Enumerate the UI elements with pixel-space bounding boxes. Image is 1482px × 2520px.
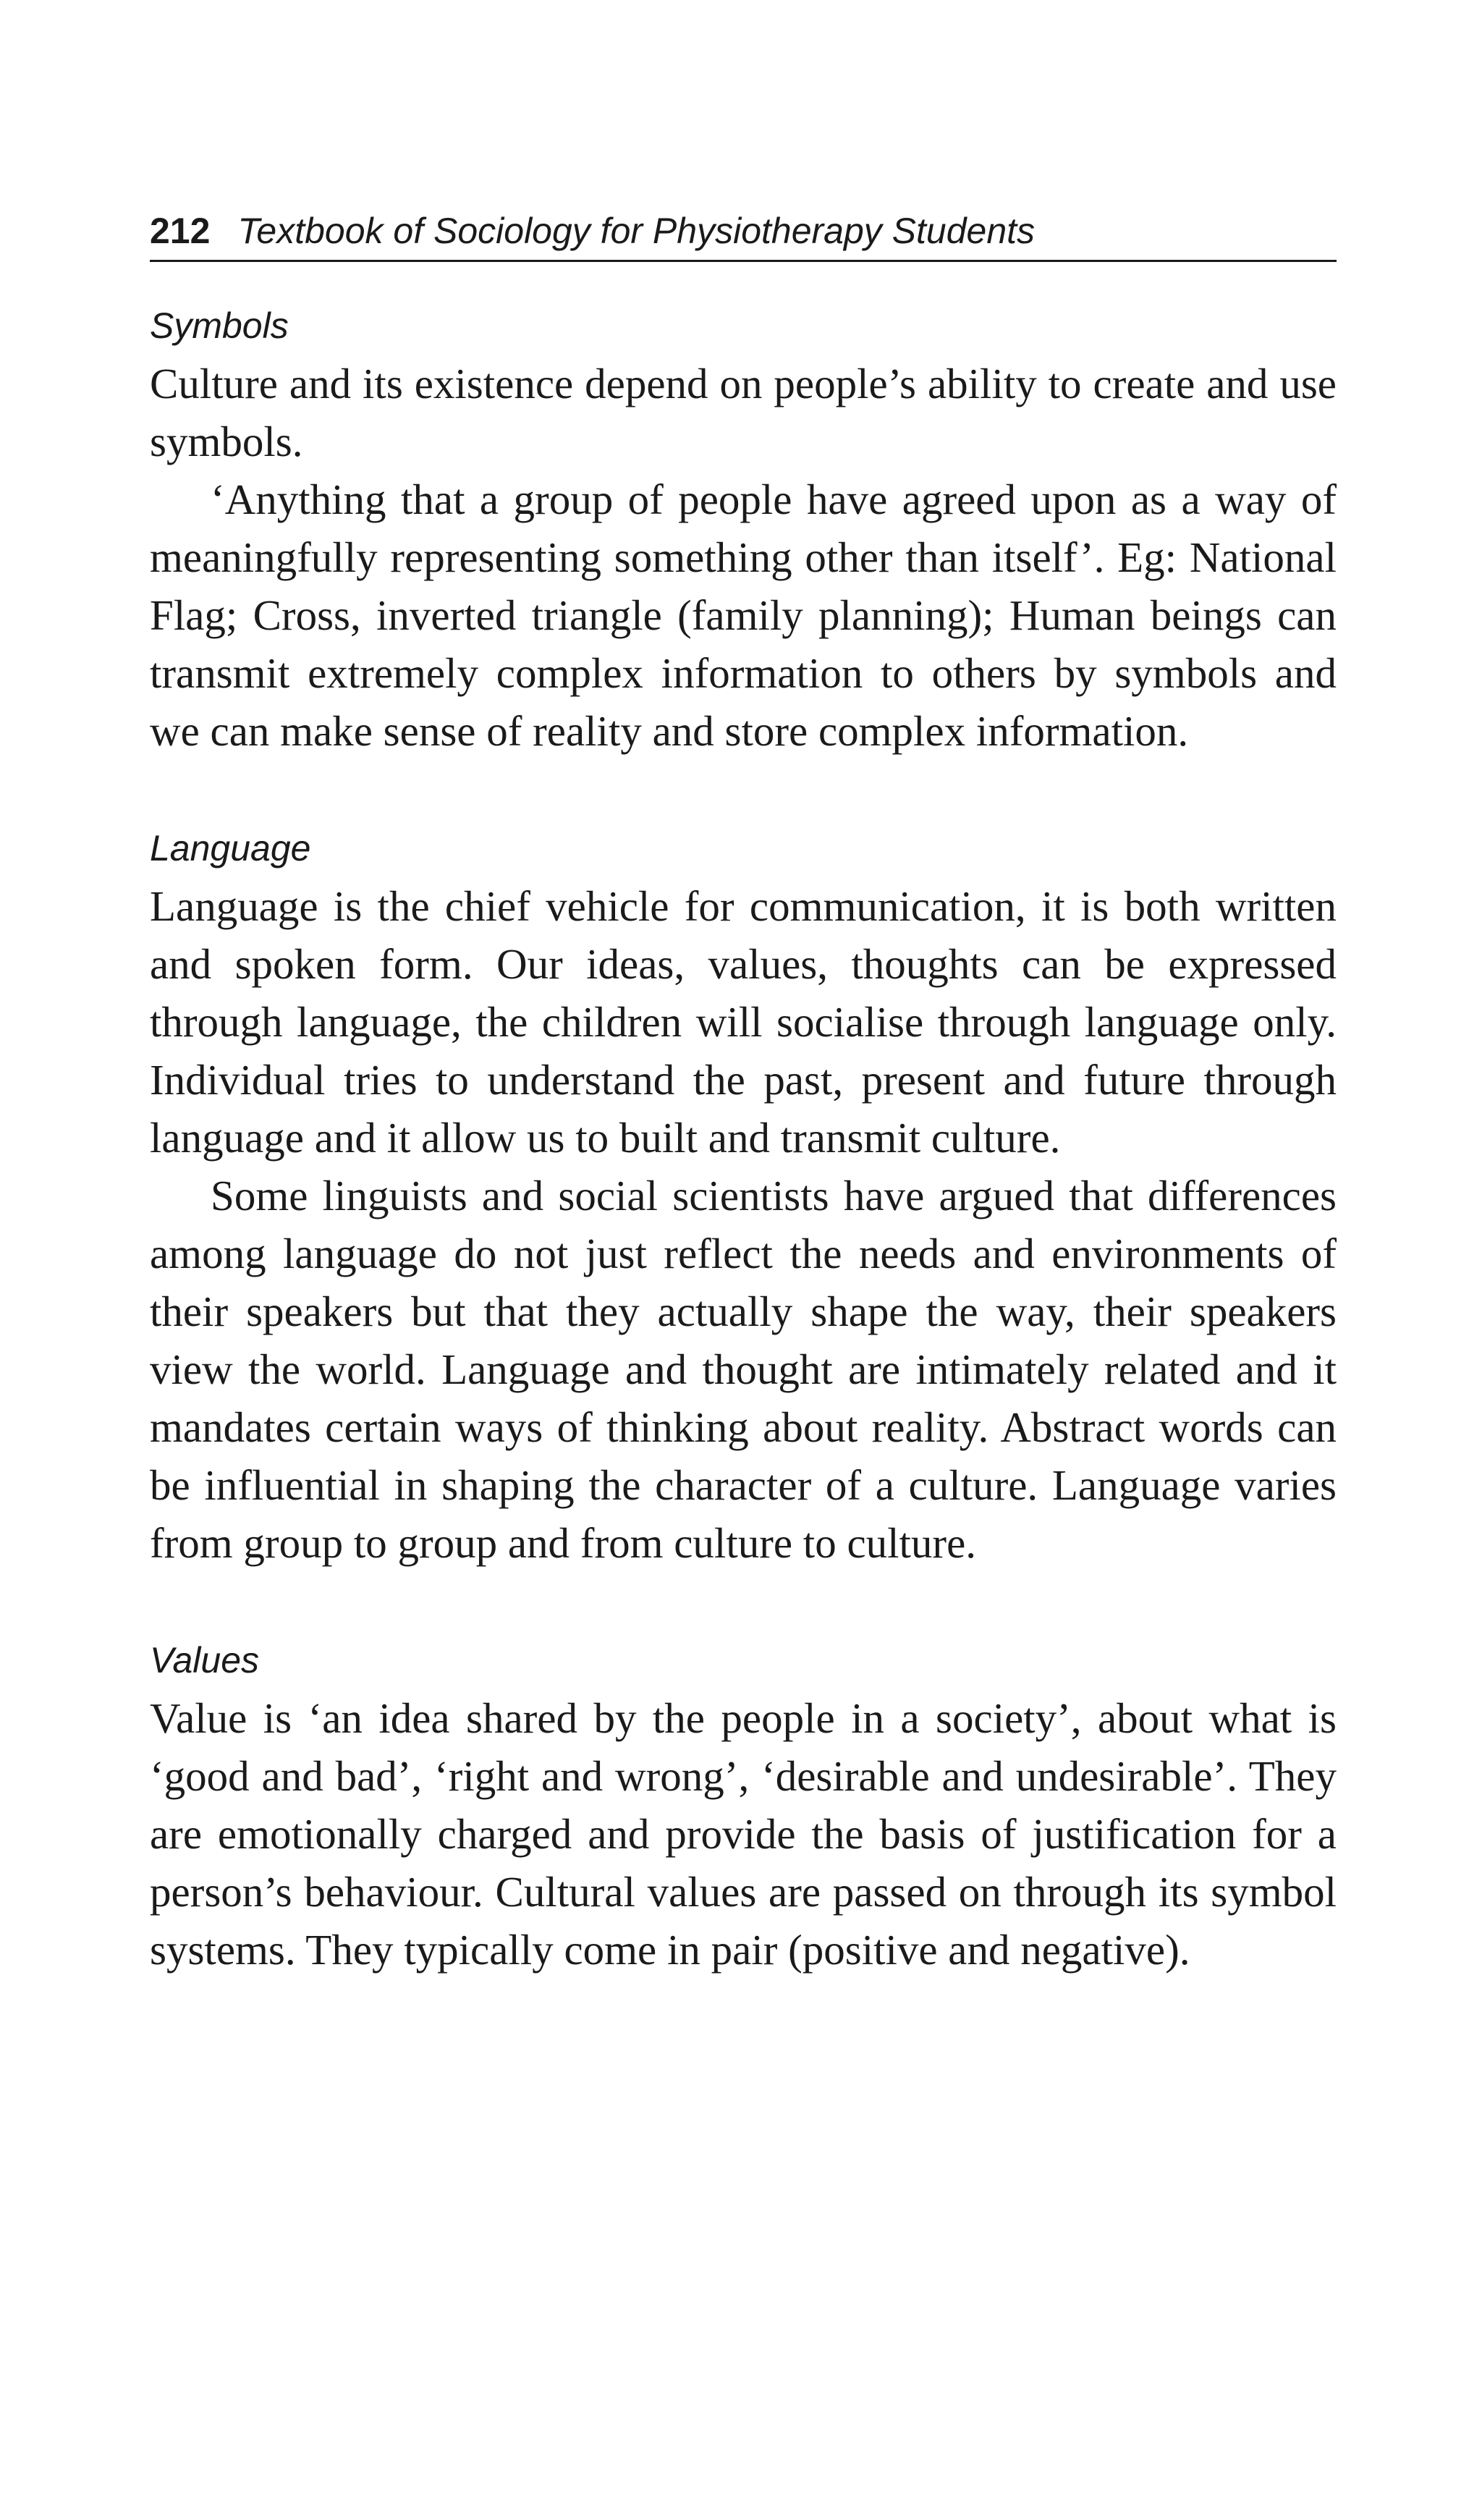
section-heading: Language <box>150 828 311 868</box>
section-values <box>150 1631 1337 1979</box>
paragraph: ‘Anything that a group of people have agreed upon as a way of meaningfully representing something other than itself’. Eg: National Flag; Cross, inverted triangle (family planning); Human beings can transmit extremely complex information to others by symbols and we can make sense of reality and store complex information. <box>150 475 1337 755</box>
section-heading: Values <box>150 1640 260 1680</box>
section-symbols <box>150 297 1337 760</box>
book-title: Textbook of Sociology for Physiotherapy Students <box>237 211 1036 251</box>
page-number: 212 <box>150 211 211 251</box>
section-heading: Symbols <box>150 305 289 346</box>
running-header <box>150 211 1337 262</box>
paragraph: Some linguists and social scientists have argued that differences among language do not just reflect the needs and environments of their speakers but that they actually shape the way, their speakers view the world. Language and thought are intimately related and it mandates certain ways of thinking about reality. Abstract words can be influential in shaping the character of a culture. Language varies from group to group and from culture to culture. <box>150 1172 1337 1567</box>
paragraph: Culture and its existence depend on people’s ability to create and use symbols. <box>150 360 1337 465</box>
section-language <box>150 819 1337 1572</box>
paragraph: Language is the chief vehicle for communication, it is both written and spoken form. Our ideas, values, thoughts can be expressed through language, the children will socialise through language only. Individual tries to understand the past, present and future through language and it allow us to built and transmit culture. <box>150 882 1337 1162</box>
book-page <box>150 211 1337 1979</box>
paragraph: Value is ‘an idea shared by the people in a society’, about what is ‘good and bad’, ‘right and wrong’, ‘desirable and undesirable’. They are emotionally charged and provide the basis of justification for a person’s behaviour. Cultural values are passed on through its symbol systems. They typically come in pair (positive and negative). <box>150 1694 1337 1974</box>
